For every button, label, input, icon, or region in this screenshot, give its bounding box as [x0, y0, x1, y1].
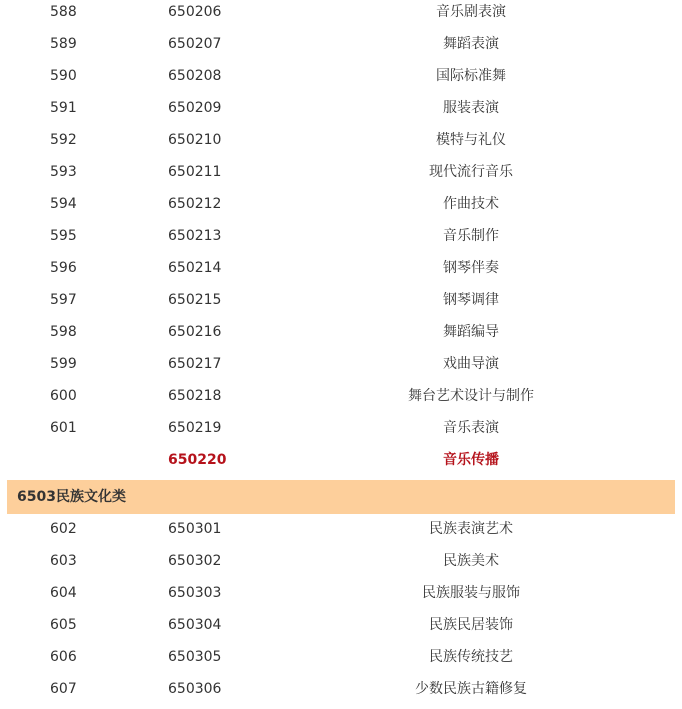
table-row	[0, 549, 682, 581]
category-label: 6503民族文化类	[17, 489, 126, 505]
major-code: 650210	[168, 132, 222, 148]
major-name: 钢琴伴奏	[443, 260, 499, 276]
row-number: 593	[50, 164, 77, 180]
major-code: 650302	[168, 553, 222, 569]
major-code: 650306	[168, 681, 222, 697]
table-row	[0, 0, 682, 32]
row-number: 590	[50, 68, 77, 84]
major-name: 民族美术	[443, 553, 499, 569]
row-number: 606	[50, 649, 77, 665]
table-row	[0, 320, 682, 352]
major-name: 音乐剧表演	[436, 4, 506, 20]
row-number: 602	[50, 521, 77, 537]
major-code: 650212	[168, 196, 222, 212]
major-name: 舞蹈表演	[443, 36, 499, 52]
row-number: 594	[50, 196, 77, 212]
row-number: 604	[50, 585, 77, 601]
table-row	[0, 160, 682, 192]
major-name: 钢琴调律	[443, 292, 499, 308]
major-name: 音乐传播	[443, 452, 499, 468]
row-number: 591	[50, 100, 77, 116]
major-name: 少数民族古籍修复	[415, 681, 527, 697]
table-row	[0, 581, 682, 613]
row-number: 589	[50, 36, 77, 52]
major-code: 650211	[168, 164, 222, 180]
row-number: 597	[50, 292, 77, 308]
row-number: 599	[50, 356, 77, 372]
category-header	[7, 480, 675, 514]
table-row	[0, 384, 682, 416]
major-name: 民族服装与服饰	[422, 585, 520, 601]
major-name: 服装表演	[443, 100, 499, 116]
row-number: 601	[50, 420, 77, 436]
table-row	[0, 128, 682, 160]
row-number: 607	[50, 681, 77, 697]
major-name: 民族表演艺术	[429, 521, 513, 537]
row-number: 588	[50, 4, 77, 20]
table-row	[0, 64, 682, 96]
table-row	[0, 288, 682, 320]
major-code: 650303	[168, 585, 222, 601]
table-row	[0, 613, 682, 645]
major-code: 650218	[168, 388, 222, 404]
major-name: 作曲技术	[443, 196, 499, 212]
major-code: 650220	[168, 452, 227, 468]
table-row	[0, 645, 682, 677]
major-code: 650208	[168, 68, 222, 84]
table-row	[0, 192, 682, 224]
row-number: 598	[50, 324, 77, 340]
table-row	[0, 352, 682, 384]
major-name: 音乐制作	[443, 228, 499, 244]
row-number: 596	[50, 260, 77, 276]
major-code: 650207	[168, 36, 222, 52]
major-code: 650305	[168, 649, 222, 665]
major-name: 舞台艺术设计与制作	[408, 388, 534, 404]
table-row	[0, 96, 682, 128]
row-number: 592	[50, 132, 77, 148]
major-code: 650219	[168, 420, 222, 436]
major-name: 模特与礼仪	[436, 132, 506, 148]
table-row	[0, 416, 682, 448]
table-row	[0, 224, 682, 256]
major-code: 650214	[168, 260, 222, 276]
major-name: 民族传统技艺	[429, 649, 513, 665]
table-group-ethnic-culture	[0, 517, 682, 709]
table-row	[0, 517, 682, 549]
major-name: 舞蹈编导	[443, 324, 499, 340]
table-row	[0, 256, 682, 288]
major-code: 650209	[168, 100, 222, 116]
major-name: 现代流行音乐	[429, 164, 513, 180]
major-code: 650216	[168, 324, 222, 340]
major-name: 国际标准舞	[436, 68, 506, 84]
row-number: 603	[50, 553, 77, 569]
major-name: 戏曲导演	[443, 356, 499, 372]
row-number: 600	[50, 388, 77, 404]
major-name: 民族民居装饰	[429, 617, 513, 633]
row-number: 595	[50, 228, 77, 244]
table-row	[0, 32, 682, 64]
major-code: 650304	[168, 617, 222, 633]
row-number: 605	[50, 617, 77, 633]
major-code: 650206	[168, 4, 222, 20]
table-row	[0, 448, 682, 480]
major-name: 音乐表演	[443, 420, 499, 436]
table-row	[0, 677, 682, 709]
major-code: 650213	[168, 228, 222, 244]
major-code: 650215	[168, 292, 222, 308]
major-code: 650217	[168, 356, 222, 372]
major-code: 650301	[168, 521, 222, 537]
